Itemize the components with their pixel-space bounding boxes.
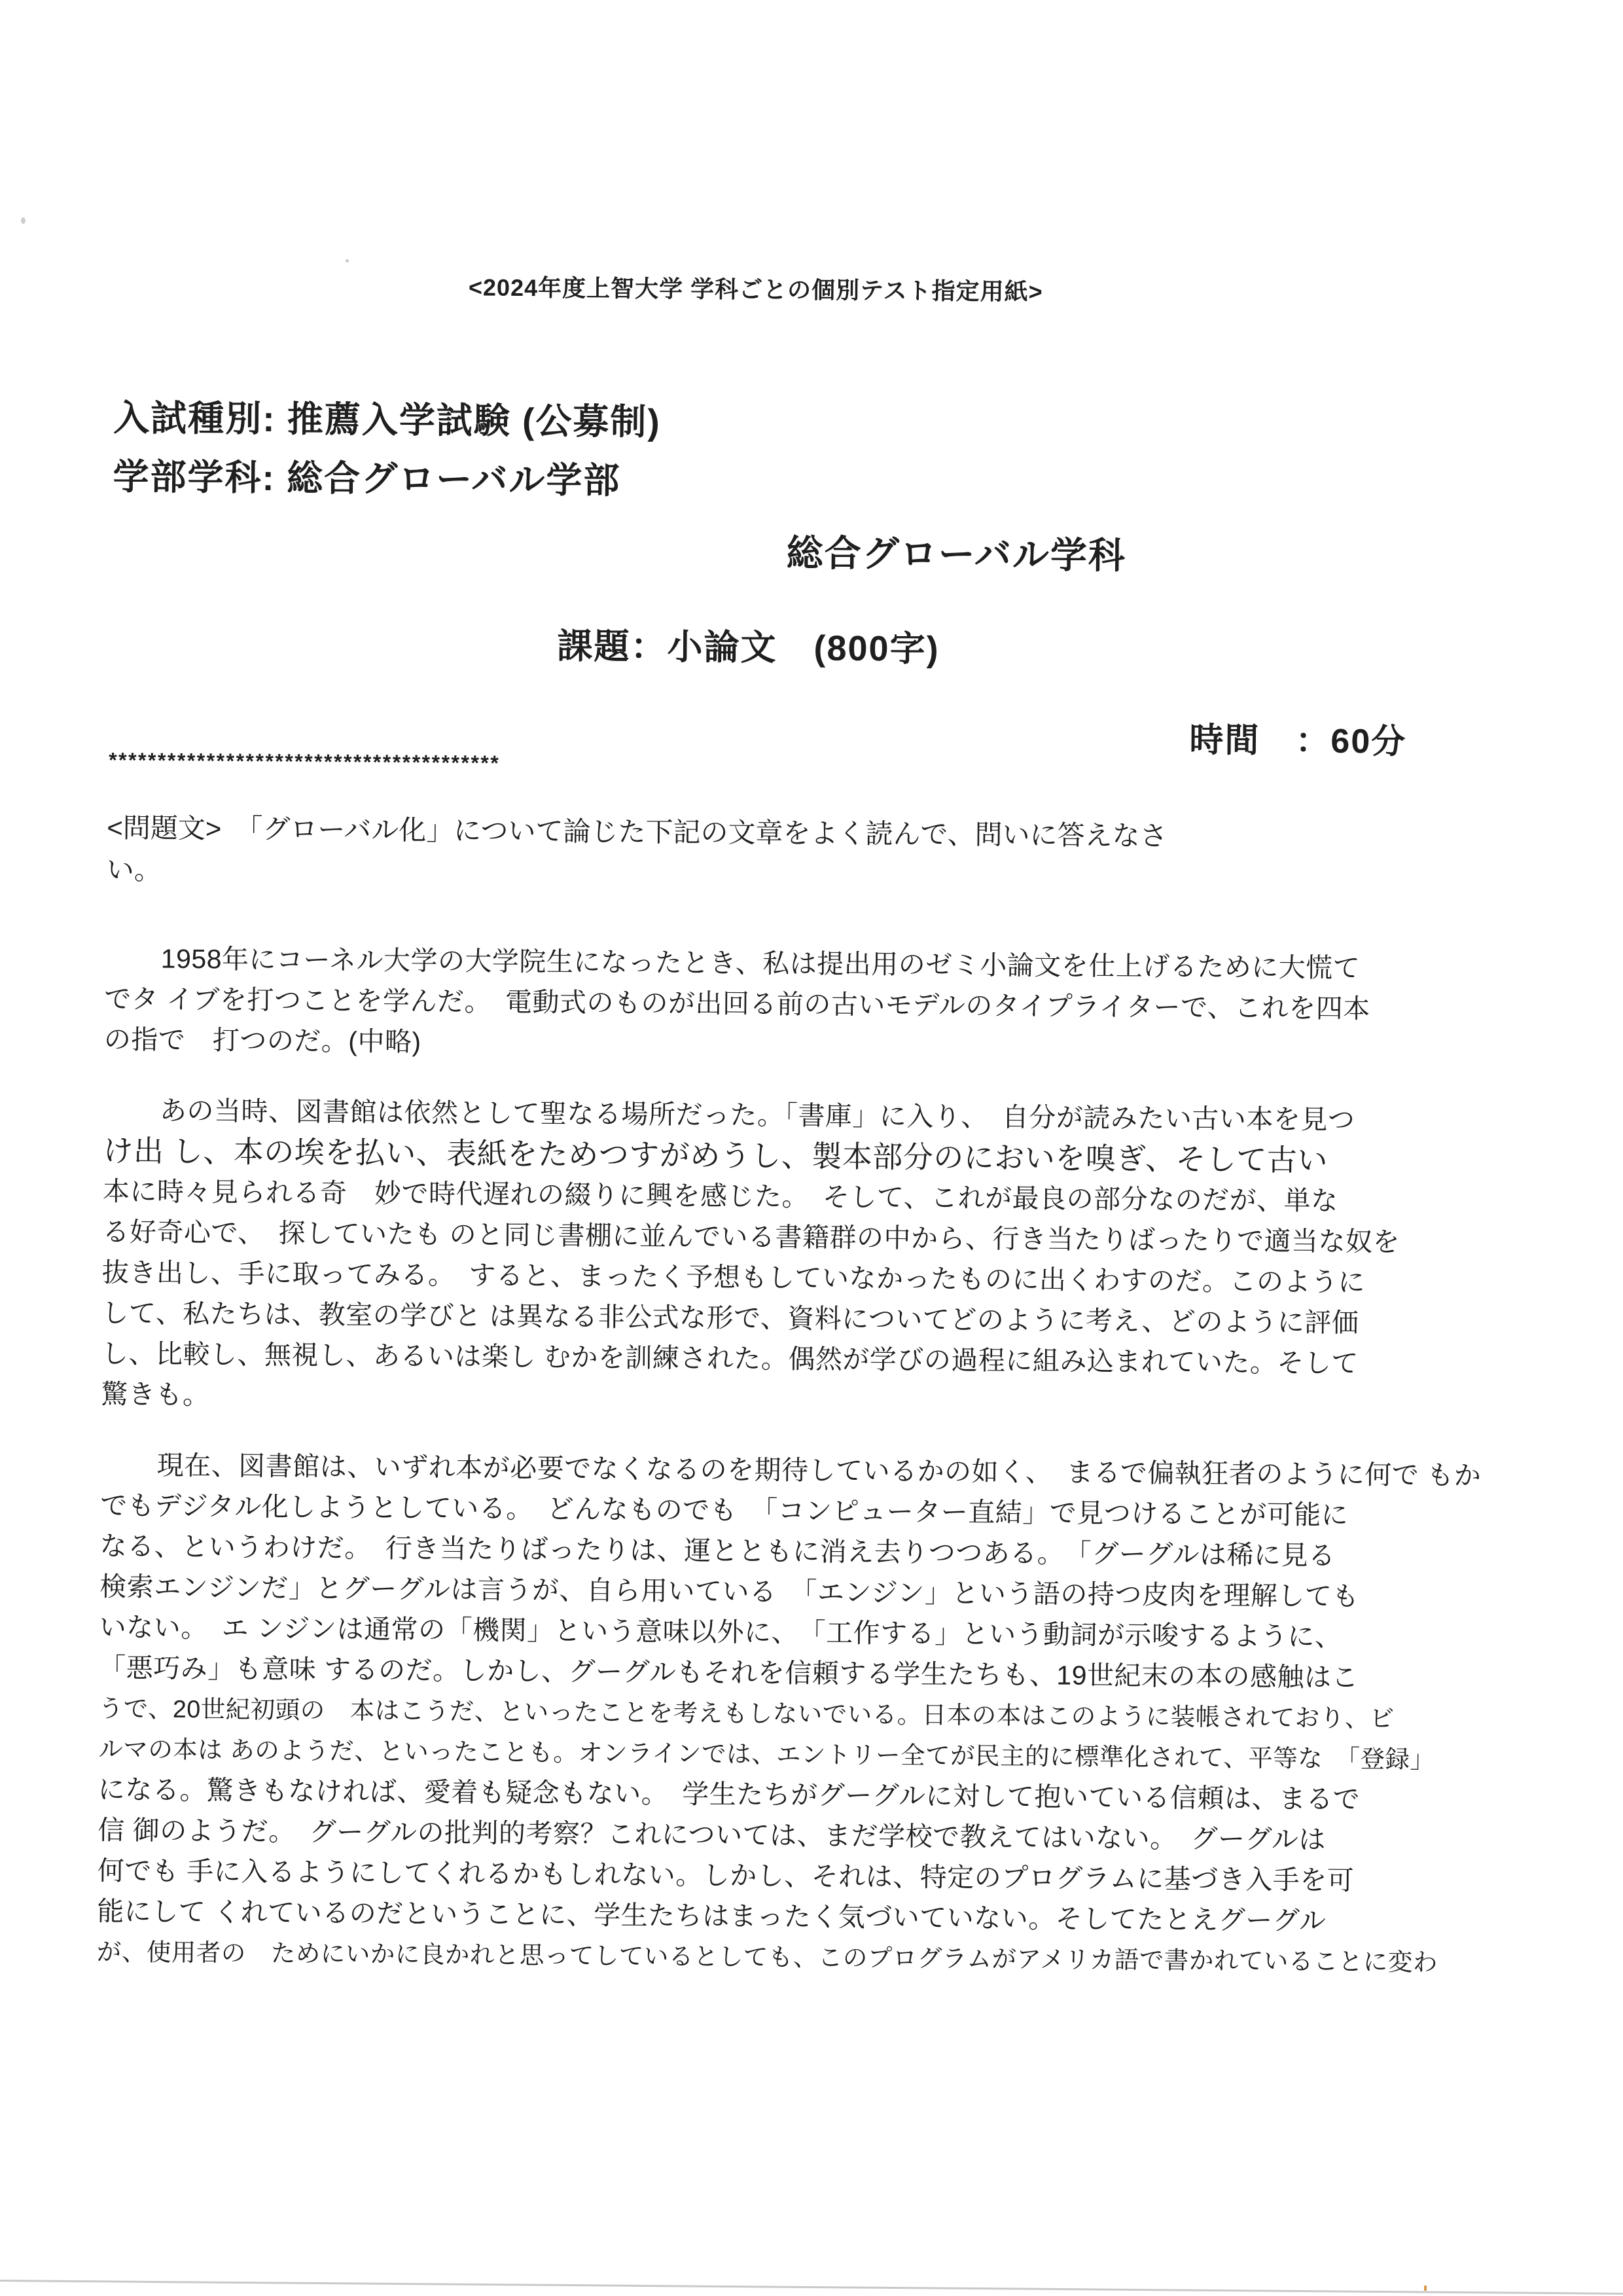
essay-passage xyxy=(97,938,1538,1983)
essay-line: る好奇心で、 探していたも のと同じ書棚に並んでいる書籍群の中から、行き当たりばったりで適当な奴を xyxy=(102,1216,1400,1257)
essay-line: して、私たちは、教室の学びと は異なる非公式な形で、資料についてどのように考え、どのように評価 xyxy=(101,1297,1359,1338)
essay-line: なる、というわけだ。 行き当たりばったりは、運とともに消え去りつつある。 「グーグルは稀に見る xyxy=(99,1530,1336,1571)
essay-line: あの当時、図書館は依然として聖なる場所だった。「書庫」に入り、 自分が読みたい古い本を見つ xyxy=(159,1095,1355,1136)
exam-meta-block xyxy=(113,388,661,511)
time-limit: 時間 ：60分 xyxy=(1189,721,1407,761)
question-prompt-line: <問題文> 「グローバル化」について論じた下記の文章をよく読んで、問いに答えなさ xyxy=(107,812,1168,852)
essay-line: 能にして くれているのだということに、学生たちはまったく気づいていない。そしてたとえグーグル xyxy=(97,1895,1327,1936)
essay-line: の指で 打つのだ。(中略) xyxy=(103,1024,421,1057)
essay-paragraph xyxy=(97,1444,1534,1983)
essay-line: 信 御のようだ。 グーグルの批判的考察？これについては、まだ学校で教えてはいない。 グーグルは xyxy=(98,1814,1327,1855)
essay-paragraph xyxy=(104,938,1538,1071)
essay-line: いない。 エ ンジンは通常の「機関」という意味以外に、 「工作する」という動詞が示唆するように、 xyxy=(99,1611,1342,1652)
scan-speck-orange xyxy=(1424,2286,1427,2291)
page-header-note: <2024年度上智大学 学科ごとの個別テスト指定用紙> xyxy=(468,274,1043,306)
essay-line: でもデジタル化しようとしている。 どんなものでも 「コンピューター直結」で見つけることが可能に xyxy=(100,1490,1349,1530)
essay-line: 「悪巧み」も意味 するのだ。しかし、グーグルもそれを信頼する学生たちも、19世紀末の本の感触はこ xyxy=(99,1652,1359,1693)
question-prompt xyxy=(107,807,1541,902)
essay-line: 検索エンジンだ」とグーグルは言うが、自ら用いている 「エンジン」という語の持つ皮肉を理解しても xyxy=(99,1571,1360,1612)
essay-line: になる。驚きもなければ、愛着も疑念もない。 学生たちがグーグルに対して抱いている信頼は、まるで xyxy=(98,1774,1361,1815)
essay-line: うで、20世紀初頭の 本はこうだ、といったことを考えもしないでいる。日本の本はこのように装帳されており、ビ xyxy=(98,1694,1395,1732)
essay-line: し、比較し、無視し、あるいは楽し むかを訓練された。偶然が学びの過程に組み込まれていた。そして xyxy=(101,1338,1359,1379)
essay-line: ルマの本は あのようだ、といったことも。オンラインでは、エントリー全てが民主的に標準化されて、平等な 「登録」 xyxy=(98,1734,1435,1774)
scan-speck xyxy=(21,217,26,224)
essay-line: 抜き出し、手に取ってみる。 すると、まったく予想もしていなかったものに出くわすのだ。このように xyxy=(101,1257,1366,1298)
essay-line: が、使用者の ためにいかに良かれと思ってしているとしても、このプログラムがアメリカ語で書かれていることに変わ xyxy=(96,1937,1438,1977)
essay-line: 1958年にコーネル大学の大学院生になったとき、私は提出用のゼミ小論文を仕上げるために大慌て xyxy=(160,943,1361,984)
faculty-line: 学部学科: 総合グローバル学部 xyxy=(113,456,621,501)
essay-line: 現在、図書館は、いずれ本が必要でなくなるのを期待しているかの如く、 まるで偏執狂者のように何で もか xyxy=(156,1450,1482,1491)
task-title: 課題：小論文 (800字) xyxy=(557,626,940,670)
essay-line: 驚きも。 xyxy=(101,1378,210,1410)
essay-line: け出 し、本の埃を払い、表紙をためつすがめうし、製本部分のにおいを嗅ぎ、そして古い xyxy=(103,1133,1329,1177)
essay-paragraph xyxy=(101,1090,1537,1426)
exam-type-line: 入試種別: 推薦入学試験 (公募制) xyxy=(113,397,662,442)
essay-line: でタ イブを打つことを学んだ。 電動式のものが出回る前の古いモデルのタイプライターで、これを四本 xyxy=(104,984,1370,1024)
question-prompt-line: い。 xyxy=(106,854,162,886)
essay-line: 何でも 手に入るようにしてくれるかもしれない。しかし、それは、特定のプログラムに基づき入手を可 xyxy=(97,1855,1355,1896)
essay-line: 本に時々見られる奇 妙で時代遅れの綴りに興を感じた。 そして、これが最良の部分なのだが、単な xyxy=(102,1175,1338,1216)
scan-speck xyxy=(346,259,349,262)
department-title: 総合グローバル学科 xyxy=(786,532,1127,577)
asterisk-divider: **************************************** xyxy=(109,748,501,775)
